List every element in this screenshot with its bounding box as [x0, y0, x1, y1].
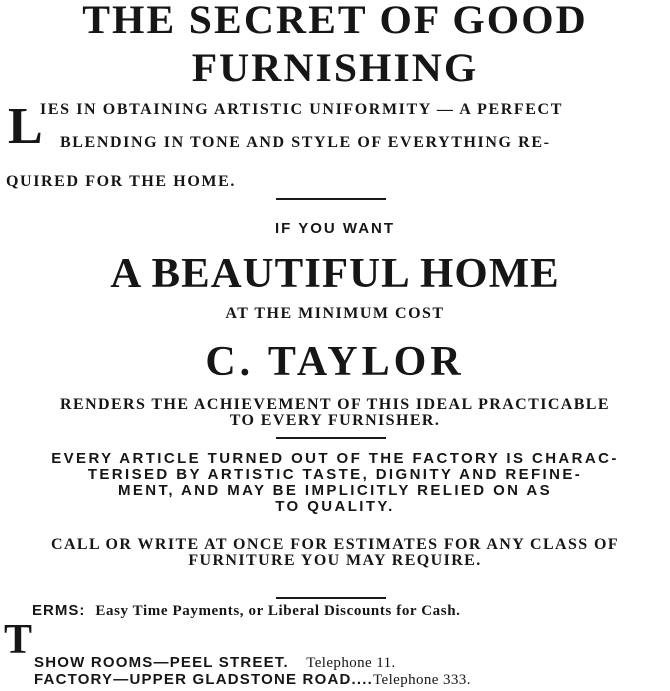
factory-line	[34, 672, 664, 688]
terms-dropcap: T	[4, 617, 33, 663]
if-you-want-text: IF YOU WANT	[274, 220, 396, 237]
intro-line-3: QUIRED FOR THE HOME.	[6, 173, 236, 190]
intro-line-1: IES IN OBTAINING ARTISTIC UNIFORMITY — A PERFECT	[40, 101, 563, 118]
headline-line-2: FURNISHING	[191, 45, 479, 90]
beautiful-home-heading: A BEAUTIFUL HOME	[110, 251, 560, 297]
factory-address: FACTORY—UPPER GLADSTONE ROAD....	[34, 671, 373, 688]
minimum-cost-text: AT THE MINIMUM COST	[225, 305, 445, 322]
merchant-name: C. TAYLOR	[205, 339, 465, 385]
showroom-telephone: Telephone 11.	[306, 655, 396, 671]
paragraph-3-line-2: FURNITURE YOU MAY REQUIRE.	[188, 552, 482, 569]
paragraph-1-line-1: RENDERS THE ACHIEVEMENT OF THIS IDEAL PRACTICABLE	[60, 396, 610, 413]
terms-label: ERMS:	[32, 602, 86, 619]
divider-rule-2	[276, 437, 386, 439]
showroom-address: SHOW ROOMS—PEEL STREET.	[34, 654, 289, 671]
terms-text: Easy Time Payments, or Liberal Discounts for Cash.	[95, 603, 461, 619]
factory-telephone: Telephone 333.	[373, 672, 471, 688]
paragraph-2-line-4: TO QUALITY.	[275, 498, 395, 515]
paragraph-1-line-2: TO EVERY FURNISHER.	[229, 412, 441, 429]
divider-rule-3	[276, 597, 386, 599]
showroom-line	[34, 655, 664, 671]
paragraph-2-line-1: EVERY ARTICLE TURNED OUT OF THE FACTORY IS CHARAC-	[51, 450, 619, 467]
paragraph-3-line-1: CALL OR WRITE AT ONCE FOR ESTIMATES FOR ANY CLASS OF	[50, 536, 619, 553]
intro-line-2: BLENDING IN TONE AND STYLE OF EVERYTHING RE-	[60, 134, 551, 151]
paragraph-2-line-3: MENT, AND MAY BE IMPLICITLY RELIED ON AS	[117, 482, 553, 499]
headline-line-1: THE SECRET OF GOOD	[82, 0, 588, 42]
paragraph-2-line-2: TERISED BY ARTISTIC TASTE, DIGNITY AND REFINE-	[87, 466, 583, 483]
intro-dropcap: L	[8, 98, 43, 155]
divider-rule-1	[276, 198, 386, 200]
